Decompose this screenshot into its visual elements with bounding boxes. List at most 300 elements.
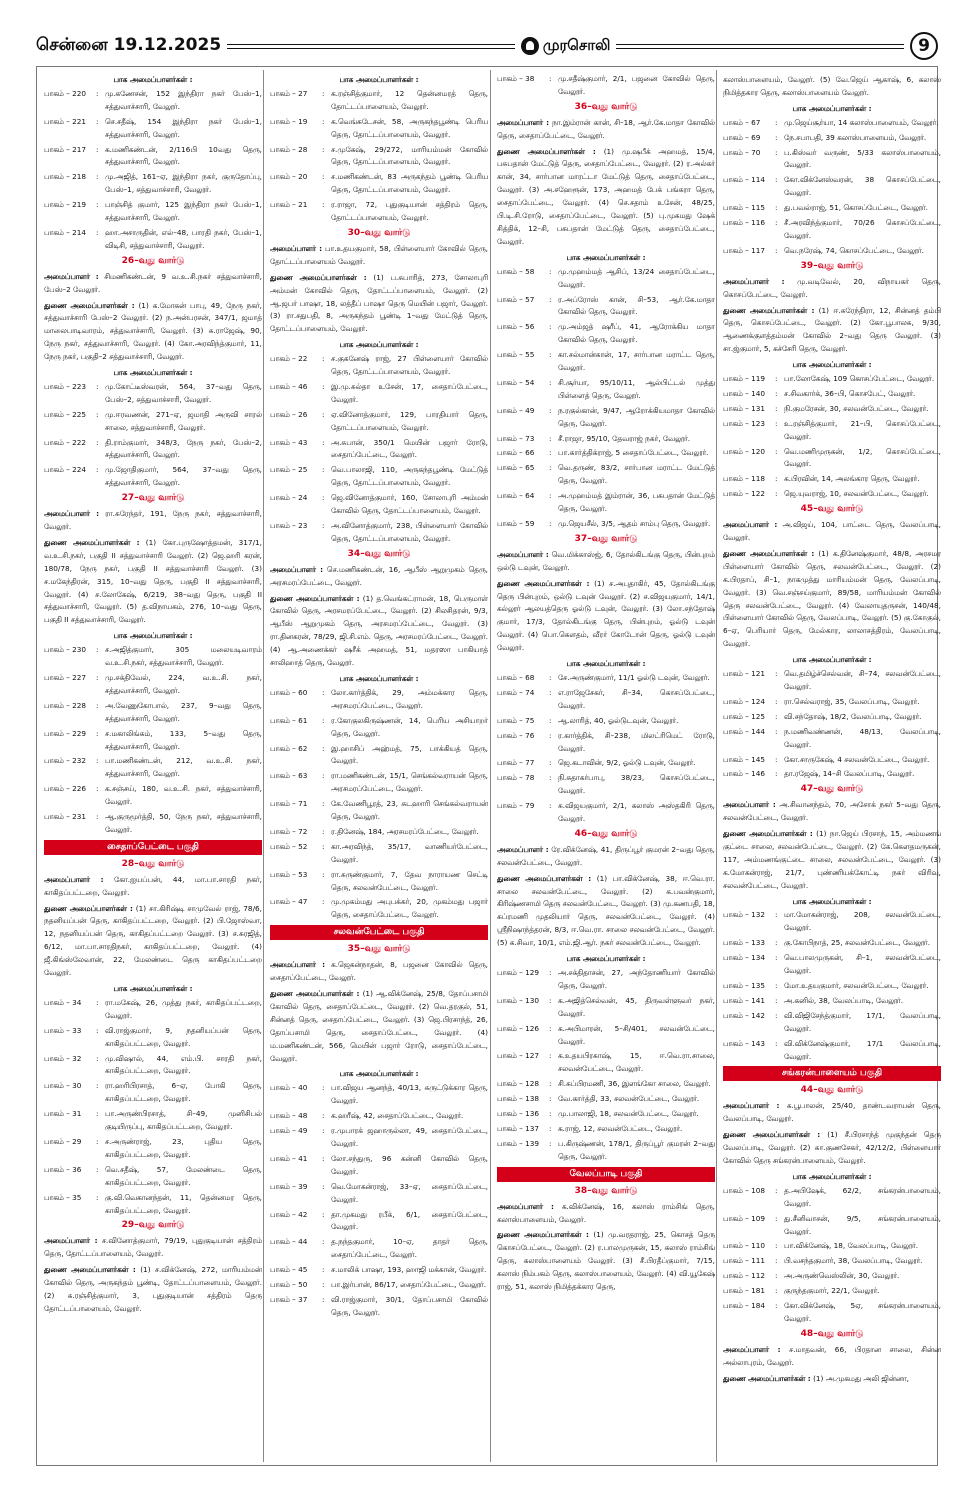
- separator-colon: :: [775, 418, 778, 428]
- role-label: துணை அமைப்பாளர்கள் :: [723, 1130, 821, 1140]
- booth-organiser: வெ.தருண், 83/2, சார்பான மராட்ட மேட்டுத் தெரு, வேலூர்.: [558, 463, 715, 486]
- role-label: அமைப்பாளர் :: [723, 520, 778, 530]
- booth-entry: [270, 1153, 488, 1179]
- booth-number: பாகம் – 63: [270, 771, 308, 781]
- organiser-details: (1) த.வெங்கட்ராமன், 18, பெருமாள் கோவில் தெரு, அரசமரப்பேட்டை, வேலூர். (2) சிலசிதரன், 9/3, ஆபீஸ் ஆறுமுகம் தெரு, அரசமரப்பேட்டை, வேலூர். (3) ரா.தினகரன், 78/29, ஜி.சி.எம். தெரு, அரசமரப்பேட்டை, வேலூர். (4) ஆ.அணைக்கர் ஷரீக் அஹமத், 51, மதரஸா பாகியாத் சாலிஹாத் தெரு, வேலூர்.: [270, 593, 488, 668]
- separator-colon: :: [322, 1153, 325, 1163]
- booth-number: பாகம் – 122: [723, 489, 765, 499]
- separator-colon: :: [549, 968, 552, 977]
- separator-colon: :: [775, 403, 778, 413]
- organiser-details: (1) ஈ.சுரேந்திரா, 12, சின்னத் தம்பி தெரு, கொசப்பேட்டை, வேலூர். (2) கோ.பூபாலசு, 9/30, ஆணைக்குளத்தம்மன் கோவில் 2–வது தெரு வேலூர். (3) சா.ஜ்குமார், 5, கச்சேரி தெரு, வேலூர்.: [723, 305, 941, 354]
- booth-number: பாகம் – 131: [723, 403, 765, 413]
- organiser-details: க.ஜெகன்நாதன், 8, பஜனை கோவில் தெரு, சைதாப்பேட்டை, வேலூர்.: [270, 960, 488, 983]
- organiser-details: நா.இம்ரான் கான், சி–18, ஆர்.கே.மாதா கோவில் தெரு, சைதாப்பேட்டை, வேலூர்.: [497, 117, 715, 140]
- booth-number: பாகம் – 77: [497, 758, 535, 768]
- booth-number: பாகம் – 114: [723, 175, 765, 185]
- booth-entry: [723, 373, 941, 386]
- booth-entry: [44, 199, 262, 225]
- booth-organiser: மு.கோட்டீஸ்வரன், 564, 37–வது தெரு, பேஸ்–2, சத்துவாச்சாரி, வேலூர்.: [105, 381, 262, 404]
- booth-organiser: து.பவல்ராஜ், 51, கொசப்பேட்டை, வேலூர்.: [784, 203, 928, 213]
- booth-organiser: க.அஜித்செல்வன், 45, திருவள்ளுவர் நகர், வேலூர்.: [558, 995, 715, 1018]
- booth-entry: [270, 841, 488, 867]
- booth-number: பாகம் – 37: [270, 1294, 308, 1304]
- booth-organisers-heading: பாக அமைப்பாளர்கள் :: [339, 75, 419, 84]
- booth-organiser: வெ.மோகன்ராஜ், 33–ஏ, சைதாப்பேட்டை, வேலூர்.: [331, 1181, 488, 1204]
- booth-entry: [497, 1078, 715, 1091]
- booth-number: பாகம் – 112: [723, 1271, 765, 1281]
- separator-colon: :: [775, 388, 778, 398]
- booth-entry: [723, 446, 941, 472]
- separator-colon: :: [549, 1109, 552, 1119]
- booth-organisers-heading: பாக அமைப்பாளர்கள் :: [792, 655, 872, 665]
- organiser-details: சிமணிகண்டன், 9 வ.உ.சி.நகர் சத்துவாச்சாரி, பேஸ்–2 வேலூர்.: [44, 271, 262, 294]
- area-banner: சங்கரன்பாளையம் பகுதி: [723, 1066, 941, 1081]
- separator-colon: :: [322, 1280, 325, 1290]
- booth-number: பாகம் – 78: [497, 773, 535, 783]
- booth-organiser: மு.பாலாஜி, 18, சலவன்பேட்டை, வேலூர்.: [558, 1109, 699, 1119]
- booth-entry: [723, 726, 941, 752]
- separator-colon: :: [549, 519, 552, 528]
- booth-organiser: ரா.மணிகண்டன், 15/1, செங்கல்வராயன் தெரு, அரசமரப்பேட்டை, வேலூர்.: [331, 771, 488, 794]
- booth-number: பாகம் – 39: [270, 1181, 308, 1191]
- booth-organiser: து.சீனிவாசன், 9/5, சங்கரன்பாளையம், வேலூர்.: [784, 1213, 941, 1236]
- booth-organiser: தா.ரஜேஷ், 14–சி வேலப்பாடி, வேலூர்.: [784, 769, 915, 779]
- booth-entry: [44, 1136, 262, 1162]
- booth-entry: [497, 730, 715, 756]
- ward-heading: 36–வது வார்டு: [574, 101, 638, 112]
- ward-heading: 28–வது வார்டு: [121, 858, 185, 869]
- booth-organiser: க.பிரவின், 14, அலங்கார தெரு, வேலூர்.: [784, 474, 920, 484]
- booth-entry: [270, 1181, 488, 1207]
- organiser-paragraph: [270, 243, 488, 269]
- booth-entry: [270, 144, 488, 170]
- separator-colon: :: [775, 953, 778, 963]
- booth-number: பாகம் – 61: [270, 715, 308, 725]
- booth-organiser: நே.சபாபதி, 39 கலாஸ்பாளையம், வேலூர்.: [784, 132, 927, 142]
- booth-entry: [270, 381, 488, 407]
- separator-colon: :: [775, 769, 778, 779]
- booth-number: பாகம் – 146: [723, 769, 765, 779]
- separator-colon: :: [322, 869, 325, 879]
- masthead-rule-left: [227, 44, 515, 49]
- booth-entry: [497, 518, 715, 531]
- booth-organiser: சே.அருண்குமார், 11/1 ஓல்டு டவுன், வேலூர்.: [558, 672, 710, 682]
- separator-colon: :: [549, 995, 552, 1005]
- booth-entry: [723, 488, 941, 501]
- separator-colon: :: [96, 116, 99, 126]
- booth-organiser: ச.அஜித்குமார், 305 மலையடிவாரம் வ.உ.சி.நகர், சத்துவாச்சாரி, வேலூர்.: [105, 645, 262, 668]
- organiser-details: ச.மாதவன், 66, பிரதான சாலை, சின்ன அல்லாபுரம், வேலூர்.: [723, 1344, 941, 1367]
- booth-organiser: க.சஞ்சய், 180, வ.உ.சி. நகர், சத்துவாச்சாரி, வேலூர்.: [105, 784, 262, 807]
- ward-heading: 35–வது வார்டு: [347, 944, 411, 955]
- separator-colon: :: [322, 743, 325, 753]
- separator-colon: :: [549, 463, 552, 473]
- booth-organiser: மு.முஹம்மத் ஆசிப், 13/24 சைதாப்பேட்டை, வேலூர்.: [558, 266, 715, 289]
- separator-colon: :: [322, 465, 325, 475]
- organiser-details: (1) மு.ஷபீக் அஹமத், 15/4, பசுபதான் மேட்டுத் தெரு, சைதாப்பேட்டை, வேலூர். (2) ர.அல்கர் கான், 34, சார்பான மாரட்டா மேட்டுத் தெரு, சைதாப்பேட்டை, வேலூர். (3) அ.சஹேரூன், 173, அஹமத் பேக் பங்கரா தெரு, சைதாப்பேட்டை, வேலூர். (4) செ.சதாம் உசேன், 48/25, பி.டி.சி.ரோடு, சைதாப்பேட்டை, வேலூர். (5) பு.முகமது ஷேக் சித்திக், 12–சி, பசுபதான் மேட்டுத் தெரு, சைதாப்பேட்டை, வேலூர்.: [497, 146, 715, 246]
- booth-entry: [497, 672, 715, 685]
- booth-entry: [44, 755, 262, 781]
- separator-colon: :: [775, 995, 778, 1005]
- booth-organiser: ச.குகனேஷ் ராஜ், 27 பிள்ளையார் கோவில் தெரு, தோட்டப்பாளையம், வேலூர்.: [331, 354, 488, 377]
- booth-entry: [723, 995, 941, 1008]
- booth-entry: [44, 1192, 262, 1218]
- booth-number: பாகம் – 71: [270, 799, 308, 809]
- organiser-details: (1) அ.முகமது அலி ஜின்னா,: [813, 1373, 909, 1383]
- booth-organiser: வி.ராஜ்குமார், 30/1, தோப்பசாமி கோவில் தெரு, வேலூர்.: [331, 1294, 488, 1317]
- organiser-paragraph: [497, 146, 715, 249]
- role-label: துணை அமைப்பாளர்கள் :: [270, 272, 367, 282]
- booth-organisers-heading: பாக அமைப்பாளர்கள் :: [792, 360, 872, 370]
- booth-organiser: சீ.அரவிந்த்குமார், 70/26 கொசப்பேட்டை, வேலூர்.: [784, 218, 941, 240]
- booth-organiser: ஹா.அசாருதின், எல்–48, பாரதி நகர், பேஸ்–1, விடிசி, சத்துவாச்சாரி, வேலூர்.: [105, 227, 262, 250]
- organiser-paragraph: [497, 549, 715, 575]
- organiser-details: (1) மு.வரதராஜ், 25, கொசத் தெரு கொசப்பேட்டை, வேலூர். (2) ர.பாலமுருகன், 15, கலாஸ் ராம்சிங் தெரு, கலாஸ்பாளையம் வேலூர். (3) சீ.பிரதீப்குமார், 7/15, கலாஸ் நிம்பகம் தெரு, கலாஸ்பாளையம், வேலூர். (4) வி.யூகேஷ் ராஜ், 51, கலாஸ் நிமித்தக்கார தெரு,: [497, 1230, 715, 1292]
- booth-organiser: அ.வேணுகோபால், 237, 9–வது தெரு, சத்துவாச்சாரி, வேலூர்.: [105, 700, 262, 723]
- role-label: அமைப்பாளர் :: [723, 800, 776, 810]
- booth-number: பாகம் – 41: [270, 1153, 308, 1163]
- role-label: துணை அமைப்பாளர்கள் :: [497, 873, 592, 883]
- booth-organiser: அ.வினோத்குமார், 238, பிள்ளையார் கோவில் தெரு, தோட்டப்பாளையம், வேலூர்.: [331, 521, 488, 543]
- organiser-details: (1) சீ.பிரசாந்த் முகுந்தன் தெரு வேலப்பாடி, வேலூர். (2) கா.குணசேகர், 42/12/2, பிள்ளையார் கோவில் தெரு சங்கரன்பாளையம், வேலூர்.: [723, 1130, 941, 1165]
- booth-number: பாகம் – 19: [270, 116, 308, 126]
- booth-number: பாகம் – 62: [270, 743, 308, 753]
- booth-number: பாகம் – 108: [723, 1185, 765, 1195]
- role-label: துணை அமைப்பாளர்கள் :: [723, 1373, 811, 1383]
- booth-number: பாகம் – 40: [270, 1083, 308, 1093]
- booth-organiser: ச.சிவகார்க், 36–பி, கொசபேட், வேலூர்.: [784, 388, 916, 398]
- role-label: துணை அமைப்பாளர்கள் :: [723, 829, 813, 839]
- organiser-paragraph: [44, 1235, 262, 1261]
- booth-organiser: ச.முகேஷ், 29/272, மாரியம்மன் கோவில் தெரு, தோட்டப்பாளையம், வேலூர்.: [331, 144, 488, 167]
- booth-organisers-heading: பாக அமைப்பாளர்கள் :: [339, 673, 419, 683]
- booth-organiser: த.நந்தகுமார், 10–ஏ, தாதர் தெரு, சைதாப்பேட்டை, வேலூர்.: [331, 1237, 488, 1260]
- booth-entry: [497, 462, 715, 488]
- separator-colon: :: [96, 200, 99, 210]
- ward-heading: 27–வது வார்டு: [121, 493, 185, 504]
- separator-colon: :: [549, 1079, 552, 1089]
- separator-colon: :: [322, 200, 325, 210]
- booth-entry: [44, 116, 262, 142]
- booth-entry: [270, 869, 488, 895]
- booth-organiser: வி.விக்னேஷ்குமார், 17/1 வேலப்பாடி, வேலூர்.: [784, 1038, 941, 1061]
- booth-number: பாகம் – 20: [270, 172, 308, 182]
- booth-number: பாகம் – 134: [723, 953, 765, 963]
- booth-entry: [723, 473, 941, 486]
- separator-colon: :: [96, 381, 99, 391]
- separator-colon: :: [775, 1271, 778, 1281]
- separator-colon: :: [775, 1185, 778, 1195]
- organiser-paragraph: [723, 519, 941, 545]
- separator-colon: :: [775, 245, 778, 255]
- booth-entry: [723, 117, 941, 130]
- booth-number: பாகம் – 223: [44, 381, 86, 391]
- separator-colon: :: [775, 218, 778, 228]
- booth-entry: [497, 772, 715, 798]
- ward-heading: 48–வது வார்டு: [800, 1328, 864, 1339]
- separator-colon: :: [322, 1126, 325, 1136]
- booth-entry: [723, 147, 941, 173]
- organiser-paragraph: [723, 548, 941, 651]
- booth-organiser: எ.ராஜேசேகர், சி–34, கொசப்பேட்டை, வேலூர்.: [558, 687, 715, 710]
- booth-entry: [723, 174, 941, 200]
- separator-colon: :: [96, 756, 99, 766]
- booth-organiser: மோ.உதயகுமார், சலவன்பேட்டை, வேலூர்.: [784, 981, 929, 990]
- booth-number: பாகம் – 127: [497, 1051, 539, 1061]
- separator-colon: :: [549, 801, 552, 811]
- separator-colon: :: [775, 374, 778, 384]
- separator-colon: :: [322, 1209, 325, 1219]
- booth-number: பாகம் – 226: [44, 784, 86, 794]
- role-label: அமைப்பாளர் :: [497, 117, 550, 127]
- separator-colon: :: [549, 672, 552, 682]
- booth-entry: [723, 1300, 941, 1326]
- booth-entry: [497, 1093, 715, 1106]
- booth-organiser: கோ.விக்னேஷ், 5ஏ, சங்கரன்பாளையம், வேலூர்.: [784, 1301, 941, 1323]
- booth-entry: [723, 202, 941, 215]
- booth-entry: [723, 768, 941, 781]
- booth-organiser: ர.ராஜா, 72, புதுகுடியான் சத்திரம் தெரு, தோட்டப்பாளையம், வேலூர்.: [331, 200, 488, 223]
- booth-organisers-heading: பாக அமைப்பாளர்கள் :: [792, 1171, 872, 1181]
- booth-entry: [270, 687, 488, 713]
- booth-number: பாகம் – 145: [723, 754, 765, 764]
- role-label: அமைப்பாளர் :: [497, 549, 549, 559]
- booth-organiser: மா.மோகன்ராஜ், 208, சலவன்பேட்டை, வேலூர்.: [784, 910, 941, 933]
- booth-number: பாகம் – 54: [497, 377, 535, 387]
- booth-organiser: பி.வசந்தகுமார், 38, வேலப்பாடி, வேலூர்.: [784, 1256, 923, 1266]
- separator-colon: :: [549, 1051, 552, 1061]
- booth-entry: [497, 967, 715, 993]
- booth-number: பாகம் – 21: [270, 200, 308, 210]
- booth-organiser: ப.கிருஷ்ணன், 178/1, திருப்பூர் குமரன் 2–வது தெரு, வேலூர்.: [558, 1138, 715, 1161]
- booth-entry: [497, 266, 715, 292]
- organiser-paragraph: [270, 988, 488, 1065]
- booth-entry: [270, 1082, 488, 1108]
- booth-entry: [270, 1236, 488, 1262]
- ward-heading: 45–வது வார்டு: [800, 504, 864, 515]
- separator-colon: :: [96, 812, 99, 822]
- role-label: துணை அமைப்பாளர்கள் :: [497, 146, 596, 156]
- role-label: துணை அமைப்பாளர்கள் :: [723, 548, 815, 558]
- organiser-paragraph: [44, 903, 262, 980]
- booth-entry: [723, 1270, 941, 1283]
- separator-colon: :: [775, 1213, 778, 1223]
- ward-heading: 37–வது வார்டு: [574, 533, 638, 544]
- booth-number: பாகம் – 123: [723, 418, 765, 428]
- booth-entry: [497, 757, 715, 770]
- booth-number: பாகம் – 45: [270, 1265, 308, 1275]
- booth-number: பாகம் – 109: [723, 1213, 765, 1223]
- booth-organiser: பா.மணிகண்டன், 212, வ.உ.சி. நகர், சத்துவாச்சாரி, வேலூர்.: [105, 756, 262, 779]
- booth-number: பாகம் – 220: [44, 88, 86, 98]
- booth-organisers-heading: பாக அமைப்பாளர்கள் :: [566, 659, 646, 669]
- booth-number: பாகம் – 65: [497, 463, 535, 473]
- separator-colon: :: [775, 1038, 778, 1048]
- booth-entry: [497, 1023, 715, 1049]
- role-label: அமைப்பாளர் :: [270, 243, 323, 253]
- booth-organiser: அ.முஹம்மத் இம்ரான், 36, பசுபதான் மேட்டுத் தெரு, வேலூர்.: [558, 491, 715, 514]
- booth-number: பாகம் – 231: [44, 812, 86, 822]
- booth-entry: [44, 728, 262, 754]
- booth-organiser: ஆ.குருமூர்த்தி, 50, நேரு நகர், சத்துவாச்சாரி, வேலூர்.: [105, 812, 262, 834]
- booth-number: பாகம் – 59: [497, 519, 535, 528]
- separator-colon: :: [775, 754, 778, 764]
- booth-organiser: ர.கார்த்திக், சி–238, மிலட்ரிமெட் ரோடு, வேலூர்.: [558, 730, 715, 753]
- booth-number: பாகம் – 49: [270, 1126, 308, 1136]
- role-label: துணை அமைப்பாளர்கள் :: [497, 578, 590, 588]
- booth-entry: [270, 1125, 488, 1151]
- booth-organiser: க.ராஜ், 12, சலவன்பேட்டை, வேலூர்.: [558, 1123, 683, 1133]
- booth-entry: [44, 88, 262, 114]
- booth-number: பாகம் – 42: [270, 1209, 308, 1219]
- booth-number: பாகம் – 126: [497, 1023, 539, 1033]
- separator-colon: :: [322, 826, 325, 836]
- booth-organiser: க.மணிகண்டன், 2/116பி 10வது தெரு, சத்துவாச்சாரி, வேலூர்.: [105, 144, 262, 167]
- booth-number: பாகம் – 118: [723, 474, 765, 484]
- booth-entry: [270, 1209, 488, 1235]
- booth-organiser: மு.கணேசன், 152 இந்திரா நகர் பேஸ்–1, சத்துவாச்சாரி, வேலூர்.: [105, 88, 262, 111]
- booth-entry: [723, 711, 941, 724]
- booth-entry: [44, 1164, 262, 1190]
- booth-number: பாகம் – 141: [723, 995, 765, 1005]
- booth-organisers-heading: பாக அமைப்பாளர்கள் :: [339, 340, 419, 350]
- booth-entry: [723, 937, 941, 950]
- separator-colon: :: [96, 88, 99, 98]
- booth-organisers-heading: பாக அமைப்பாளர்கள் :: [792, 103, 872, 113]
- booth-entry: [44, 700, 262, 726]
- booth-number: பாகம் – 225: [44, 409, 86, 419]
- masthead: [36, 30, 938, 62]
- booth-entry: [723, 980, 941, 993]
- booth-entry: [723, 132, 941, 145]
- booth-number: பாகம் – 25: [270, 465, 308, 475]
- separator-colon: :: [775, 1010, 778, 1020]
- role-label: அமைப்பாளர் :: [44, 509, 100, 519]
- booth-number: பாகம் – 52: [270, 841, 308, 851]
- separator-colon: :: [775, 669, 778, 679]
- separator-colon: :: [549, 74, 552, 83]
- organiser-paragraph: [44, 300, 262, 365]
- booth-organiser: பா.இர்பான், 86/17, சைதாப்பேட்டை, வேலூர்.: [331, 1280, 487, 1290]
- booth-number: பாகம் – 181: [723, 1286, 765, 1296]
- role-label: துணை அமைப்பாளர்கள் :: [44, 1265, 136, 1275]
- booth-organiser: க.உதயபிரகாஷ், 15, ஈ.வெ.ரா.சாலை, சலவன்பேட்டை, வேலூர்.: [558, 1051, 715, 1074]
- booth-entry: [723, 217, 941, 243]
- separator-colon: :: [96, 645, 99, 655]
- booth-entry: [723, 403, 941, 416]
- booth-organiser: சீ.ராஜா, 95/10, தேவராஜ் நகர், வேலூர்.: [558, 433, 691, 443]
- ward-heading: 44–வது வார்டு: [800, 1085, 864, 1096]
- booth-number: பாகம் – 129: [497, 968, 539, 977]
- booth-entry: [497, 995, 715, 1021]
- booth-entry: [723, 1213, 941, 1239]
- booth-organiser: இ.மு.சுல்தா உசேன், 17, சைதாப்பேட்டை, வேலூர்.: [331, 381, 488, 404]
- booth-entry: [44, 464, 262, 490]
- separator-colon: :: [96, 1109, 99, 1119]
- separator-colon: :: [322, 1265, 325, 1275]
- booth-organiser: க.அபிமாரன், 5–சி/401, சலவன்பேட்டை, வேலூர்.: [558, 1023, 715, 1046]
- booth-number: பாகம் – 143: [723, 1038, 765, 1048]
- separator-colon: :: [96, 409, 99, 419]
- separator-colon: :: [96, 227, 99, 237]
- booth-entry: [270, 88, 488, 114]
- booth-entry: [270, 409, 488, 435]
- booth-entry: [497, 321, 715, 347]
- booth-entry: [270, 1264, 488, 1277]
- booth-number: பாகம் – 34: [44, 997, 82, 1007]
- separator-colon: :: [775, 132, 778, 142]
- booth-number: பாகம் – 130: [497, 995, 539, 1005]
- booth-number: பாகம் – 120: [723, 446, 765, 456]
- role-label: துணை அமைப்பாளர்கள் :: [44, 903, 133, 913]
- booth-organiser: ரா.செல்வராஜ், 35, வேலப்பாடி, வேலூர்.: [784, 696, 920, 706]
- organiser-paragraph: [723, 305, 941, 357]
- booth-entry: [270, 743, 488, 769]
- booth-entry: [270, 1279, 488, 1292]
- column-4: [723, 72, 941, 1460]
- area-banner: சலவன்பேட்டை பகுதி: [270, 925, 488, 940]
- organiser-details: வெ.மிக்காஸ்ஜ், 6, தோல்கிடங்கு தெரு, பின்புறம் ஒல்டு டவுன், வேலூர்.: [497, 549, 715, 572]
- ward-heading: 30–வது வார்டு: [347, 227, 411, 238]
- booth-number: பாகம் – 38: [497, 74, 535, 83]
- booth-organiser: ச.மணிகண்டன், 83 அருகந்தம் பூண்டி பெரிய தெரு, தோட்டப்பாளையம், வேலூர்.: [331, 172, 488, 195]
- organiser-details: (1) ப.சுபாரித், 273, சோலாபுரி அம்மன் கோவில் தெரு, தோட்டப்பாளையம், வேலூர். (2) ஆ.ஜபர் பாஷா, 18, லத்தீப் பாஷா தெரு மெயின் பஜார், வேலூர். (3) ரா.சதுபதி, 8, அருகந்தம் பூண்டி 1–வது மேட்டுத் தெரு, தோட்டப்பாளையம், வேலூர்.: [270, 272, 488, 334]
- booth-organiser: பா.விக்னேஷ், 18, வேலப்பாடி, வேலூர்.: [784, 1241, 919, 1251]
- booth-number: பாகம் – 48: [270, 1111, 308, 1121]
- newspaper-name: முரசொலி: [542, 36, 611, 54]
- separator-colon: :: [775, 1286, 778, 1296]
- booth-number: பாகம் – 224: [44, 465, 86, 475]
- booth-number: பாகம் – 138: [497, 1094, 539, 1104]
- separator-colon: :: [549, 448, 552, 458]
- organiser-paragraph: [270, 593, 488, 670]
- booth-number: பாகம் – 214: [44, 227, 86, 237]
- booth-organiser: பாஞ்சித் குமார், 125 இந்திரா நகர் பேஸ்–1, சத்துவாச்சாரி, வேலூர்.: [105, 200, 262, 223]
- booth-number: பாகம் – 218: [44, 172, 86, 182]
- booth-number: பாகம் – 50: [270, 1280, 308, 1290]
- separator-colon: :: [96, 1136, 99, 1146]
- booth-organiser: ப.கிஸ்வர் வருண், 5/33 கலாஸ்பாளையம், வேலூர்.: [784, 147, 941, 170]
- booth-organiser: வெ.தமிழ்ச்செல்வன், சி–74, சலவன்பேட்டை, வேலூர்.: [784, 669, 941, 691]
- separator-colon: :: [549, 715, 552, 725]
- booth-entry: [270, 770, 488, 796]
- booth-entry: [270, 116, 488, 142]
- booth-number: பாகம் – 116: [723, 218, 765, 228]
- booth-entry: [270, 464, 488, 490]
- booth-organiser: க.வெங்கடேசன், 58, அருகந்தபூண்டி பெரிய தெரு, தோட்டப்பாளையம், வேலூர்.: [331, 116, 488, 139]
- booth-organiser: ஜெ.யுவராஜ், 10, சலவன்பேட்டை, வேலூர்.: [784, 489, 929, 499]
- booth-organisers-heading: பாக அமைப்பாளர்கள் :: [113, 631, 193, 641]
- separator-colon: :: [96, 172, 99, 182]
- booth-organisers-heading: பாக அமைப்பாளர்கள் :: [792, 896, 872, 906]
- ward-heading: 29–வது வார்டு: [121, 1220, 185, 1231]
- booth-entry: [44, 783, 262, 809]
- booth-entry: [723, 1185, 941, 1211]
- booth-organiser: ரா.சுருண்குமார், 7, தேவ நாராயண செட்டி தெரு, சலவன்பேட்டை, வேலூர்.: [331, 869, 488, 892]
- separator-colon: :: [322, 897, 325, 907]
- organiser-details: ச.வினோத்குமார், 79/19, புதுகுடியான் சத்திரம் தெரு, தோட்டப்பாளையம், வேலூர்.: [44, 1236, 262, 1259]
- organiser-details: கோ.ஐயப்பன், 44, மா.பா.சாரதி நகர், காகிதப்பட்டறை, வேலூர்.: [44, 874, 262, 897]
- booth-number: பாகம் – 26: [270, 409, 308, 419]
- booth-number: பாகம் – 73: [497, 433, 535, 443]
- booth-entry: [270, 715, 488, 741]
- booth-entry: [497, 1123, 715, 1136]
- booth-entry: [44, 997, 262, 1023]
- role-label: அமைப்பாளர் :: [723, 1344, 781, 1354]
- separator-colon: :: [96, 784, 99, 794]
- booth-entry: [44, 672, 262, 698]
- booth-organiser: கோ.சாருகேஷ், 4 சலவன்பேட்டை, வேலூர்.: [784, 754, 930, 764]
